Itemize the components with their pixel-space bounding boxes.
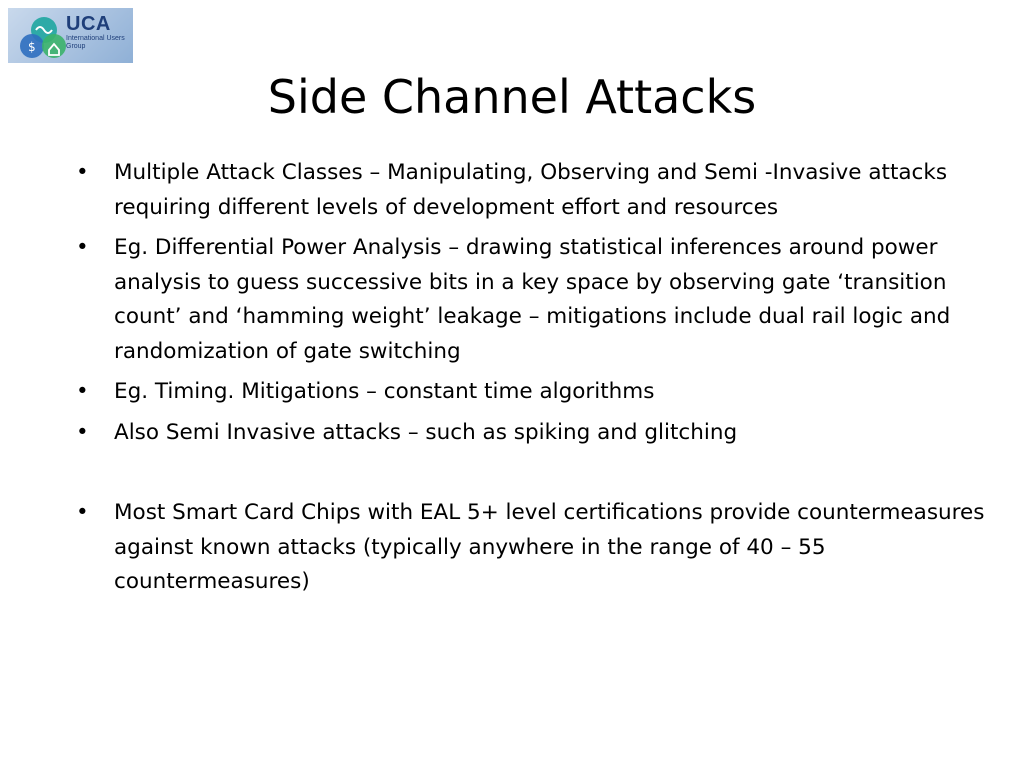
bullet-text: Also Semi Invasive attacks – such as spiking and glitching — [114, 419, 738, 445]
bullet-item — [76, 416, 986, 451]
bullet-text: Eg. Timing. Mitigations – constant time algorithms — [114, 379, 655, 404]
bullet-marker: • — [76, 379, 89, 404]
bullet-text: Multiple Attack Classes – Manipulating, Observing and Semi -Invasive attacks requiring different levels of development effort and resources — [114, 160, 948, 220]
bullet-item — [76, 375, 986, 410]
bullet-marker: • — [76, 235, 89, 260]
bullet-marker: • — [76, 160, 89, 185]
bullet-text: Eg. Differential Power Analysis – drawing statistical inferences around power analysis to guess successive bits in a key space by observing gate ‘transition count’ and ‘hamming weight’ leakage – mitigations include dual rail logic and randomization of gate switching — [114, 235, 951, 364]
uca-logo — [8, 8, 133, 63]
bullet-marker: • — [76, 500, 89, 525]
bullet-item — [76, 496, 986, 600]
uca-logo-circles-icon — [14, 14, 70, 60]
slide-body — [76, 156, 986, 606]
logo-tagline: International Users Group — [66, 35, 125, 50]
bullet-text: Most Smart Card Chips with EAL 5+ level certifications provide countermeasures against known attacks (typically anywhere in the range of 40 – 55 countermeasures) — [114, 500, 985, 594]
slide-title: Side Channel Attacks — [267, 70, 757, 124]
bullet-spacer — [76, 456, 986, 496]
bullet-marker: • — [76, 419, 89, 445]
bullet-item — [76, 231, 986, 369]
logo-brand-text: UCA — [66, 13, 111, 35]
bullet-item — [76, 156, 986, 225]
svg-text:$: $ — [28, 40, 36, 54]
